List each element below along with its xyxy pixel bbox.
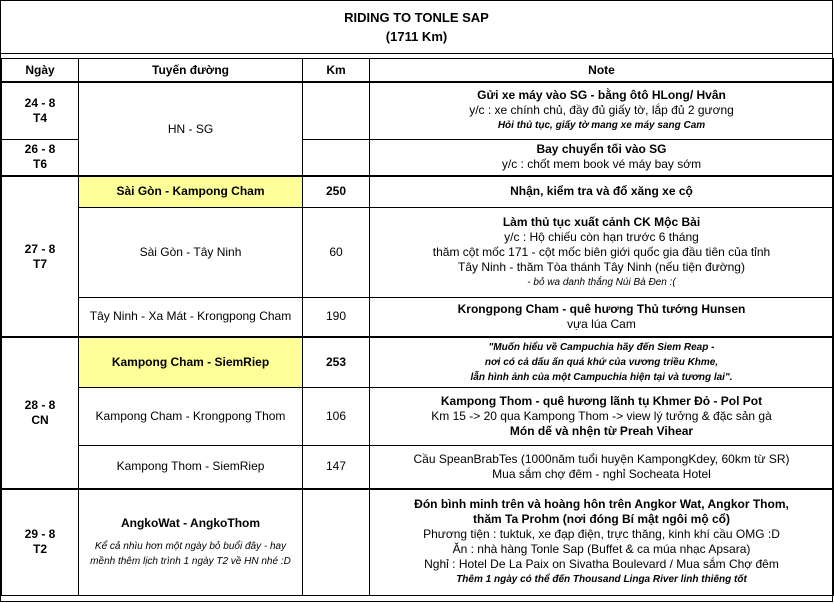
note-cell: Cầu SpeanBrabTes (1000năm tuổi huyện KampongKdey, 60km từ SR) Mua sắm chợ đêm - nghỉ Socheata Hotel xyxy=(370,445,834,489)
table-row xyxy=(2,387,834,445)
table-row xyxy=(2,337,834,387)
col-note: Note xyxy=(370,59,834,83)
note-cell: Bay chuyển tối vào SG y/c : chốt mem book vé máy bay sớm xyxy=(370,139,834,176)
km-cell xyxy=(303,489,370,595)
km-cell: 147 xyxy=(303,445,370,489)
km-cell: 106 xyxy=(303,387,370,445)
table-row xyxy=(2,176,834,207)
table-row xyxy=(2,489,834,595)
table-row xyxy=(2,297,834,337)
col-route: Tuyến đường xyxy=(79,59,303,83)
day-cell: 26 - 8 T6 xyxy=(2,139,79,176)
route-cell: Sài Gòn - Tây Ninh xyxy=(79,207,303,297)
km-cell xyxy=(303,82,370,139)
title-block xyxy=(1,1,832,54)
note-cell: Nhận, kiểm tra và đổ xăng xe cộ xyxy=(370,176,834,207)
col-day: Ngày xyxy=(2,59,79,83)
note-cell: Kampong Thom - quê hương lãnh tụ Khmer Đỏ - Pol Pot Km 15 -> 20 qua Kampong Thom -> view lý tưởng & đặc sản gà Món dế và nhện từ Preah Vihear xyxy=(370,387,834,445)
table-row xyxy=(2,82,834,139)
day-cell: 24 - 8 T4 xyxy=(2,82,79,139)
itinerary-table xyxy=(1,58,834,596)
km-cell: 253 xyxy=(303,337,370,387)
day-cell: 27 - 8 T7 xyxy=(2,176,79,337)
route-cell: Kampong Cham - SiemRiep xyxy=(79,337,303,387)
note-cell: "Muốn hiểu về Campuchia hãy đến Siem Reap - nơi có cả dấu ấn quá khứ của vương triều Khme, lẫn hình ảnh của một Campuchia hiện tại và tương lai". xyxy=(370,337,834,387)
route-cell: HN - SG xyxy=(79,82,303,176)
note-cell: Gửi xe máy vào SG - bằng ôtô HLong/ Hvân y/c : xe chính chủ, đầy đủ giấy tờ, lắp đủ 2 gương Hỏi thủ tục, giấy tờ mang xe máy sang Cam xyxy=(370,82,834,139)
table-row xyxy=(2,207,834,297)
km-cell: 60 xyxy=(303,207,370,297)
day-cell: 28 - 8 CN xyxy=(2,337,79,489)
route-cell: Sài Gòn - Kampong Cham xyxy=(79,176,303,207)
sheet-subtitle: (1711 Km) xyxy=(385,29,448,44)
route-cell: AngkoWat - AngkoThom Kể cả nhìu hơn một ngày bỏ buổi đây - hay mềnh thêm lịch trình 1 ngày T2 về HN nhé :D xyxy=(79,489,303,595)
day-cell: 29 - 8 T2 xyxy=(2,489,79,595)
table-row xyxy=(2,445,834,489)
route-cell: Kampong Thom - SiemRiep xyxy=(79,445,303,489)
route-cell: Kampong Cham - Krongpong Thom xyxy=(79,387,303,445)
note-cell: Làm thủ tục xuất cảnh CK Mộc Bài y/c : Hộ chiếu còn hạn trước 6 tháng thăm cột mốc 171 - cột mốc biên giới quốc gia đầu tiên của tỉnh Tây Ninh - thăm Tòa thánh Tây Ninh (nếu tiện đường) - bỏ wa danh thắng Núi Bà Đen :( xyxy=(370,207,834,297)
col-km: Km xyxy=(303,59,370,83)
note-cell: Krongpong Cham - quê hương Thủ tướng Hunsen vựa lúa Cam xyxy=(370,297,834,337)
km-cell: 190 xyxy=(303,297,370,337)
sheet-title: RIDING TO TONLE SAP xyxy=(344,10,489,25)
route-cell: Tây Ninh - Xa Mát - Krongpong Cham xyxy=(79,297,303,337)
note-cell: Đón bình minh trên và hoàng hôn trên Angkor Wat, Angkor Thom, thăm Ta Prohm (nơi đóng Bí mật ngôi mộ cổ) Phương tiện : tuktuk, xe đạp điện, trực thăng, kinh khí cầu OMG :D Ăn : nhà hàng Tonle Sap (Buffet & ca múa nhạc Apsara) Nghỉ : Hotel De La Paix on Sivatha Boulevard / Mua sắm Chợ đêm Thêm 1 ngày có thể đến Thousand Linga River linh thiêng tốt xyxy=(370,489,834,595)
header-row xyxy=(2,59,834,83)
km-cell xyxy=(303,139,370,176)
km-cell: 250 xyxy=(303,176,370,207)
